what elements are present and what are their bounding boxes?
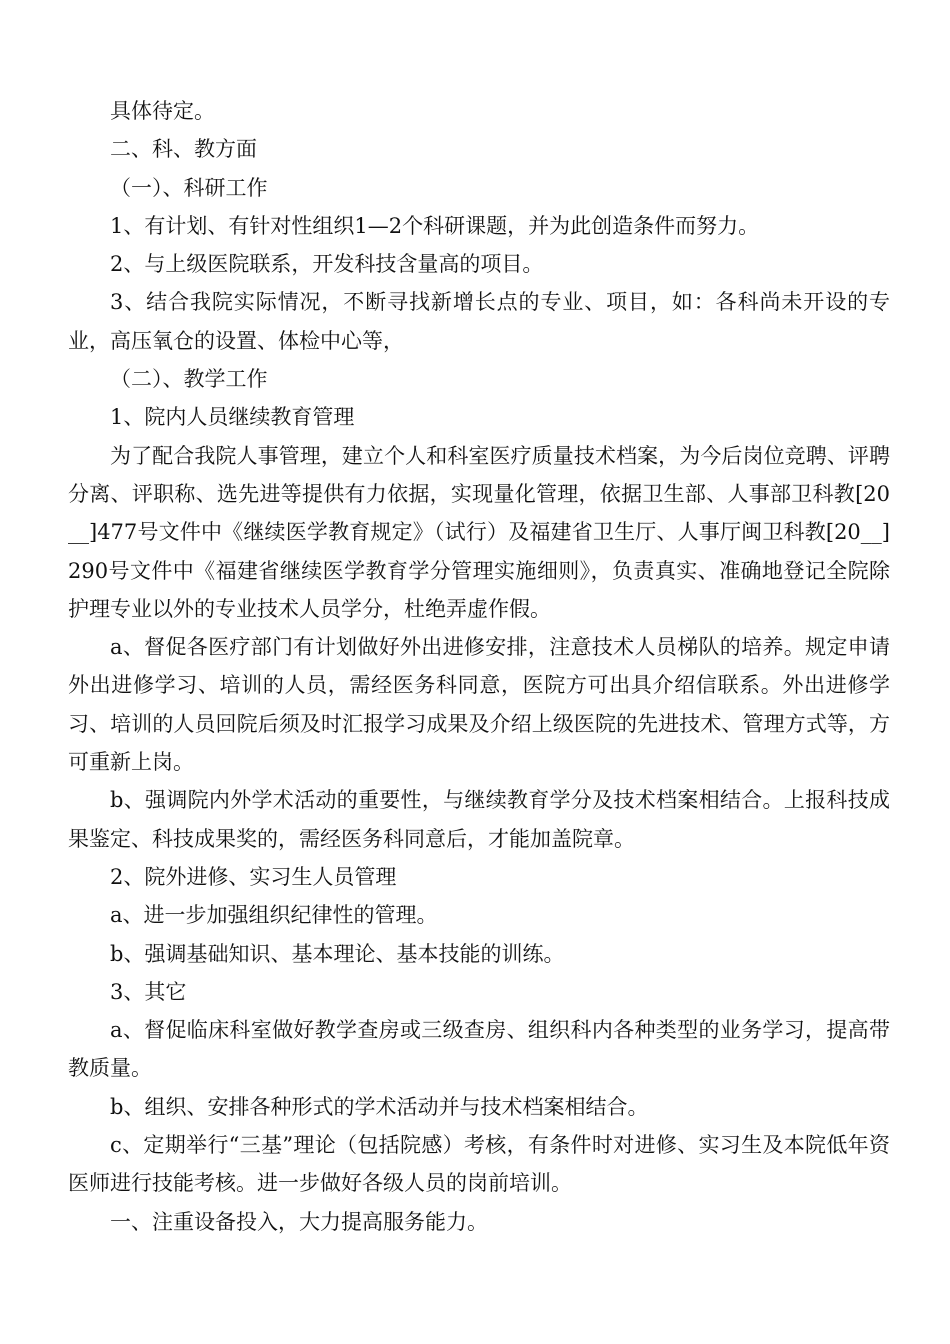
teaching-item-2-a: a、进一步加强组织纪律性的管理。 — [110, 903, 438, 928]
paragraph-1: 具体待定。 — [110, 99, 215, 123]
teaching-item-2-b: b、强调基础知识、基本理论、基本技能的训练。 — [110, 941, 565, 966]
document-page — [68, 92, 890, 1241]
section-heading-science-education: 二、科、教方面 — [110, 137, 257, 162]
research-item-2: 2、与上级医院联系，开发科技含量高的项目。 — [110, 252, 544, 277]
subsection-heading-research: （一）、科研工作 — [110, 175, 268, 200]
research-item-3: 3、结合我院实际情况，不断寻找新增长点的专业、项目，如：各科尚未开设的专业，高压氧仓的设置、体检中心等， — [68, 290, 890, 353]
teaching-item-1-b: b、强调院内外学术活动的重要性，与继续教育学分及技术档案相结合。上报科技成果鉴定、科技成果奖的，需经医务科同意后，才能加盖院章。 — [68, 788, 890, 851]
teaching-item-1-heading: 1、院内人员继续教育管理 — [110, 405, 355, 430]
teaching-item-3-c: c、定期举行“三基”理论（包括院感）考核，有条件时对进修、实习生及本院低年资医师进行技能考核。进一步做好各级人员的岗前培训。 — [68, 1133, 890, 1196]
teaching-item-2-heading: 2、院外进修、实习生人员管理 — [110, 864, 397, 889]
section-heading-equipment: 一、注重设备投入，大力提高服务能力。 — [110, 1209, 488, 1234]
teaching-item-3-a: a、督促临床科室做好教学查房或三级查房、组织科内各种类型的业务学习，提高带教质量。 — [68, 1018, 890, 1081]
research-item-1: 1、有计划、有针对性组织1—2个科研课题，并为此创造条件而努力。 — [110, 213, 760, 238]
teaching-item-3-heading: 3、其它 — [110, 979, 187, 1004]
teaching-item-3-b: b、组织、安排各种形式的学术活动并与技术档案相结合。 — [110, 1094, 649, 1119]
teaching-item-1-a: a、督促各医疗部门有计划做好外出进修安排，注意技术人员梯队的培养。规定申请外出进修学习、培训的人员，需经医务科同意，医院方可出具介绍信联系。外出进修学习、培训的人员回院后须及时汇报学习成果及介绍上级医院的先进技术、管理方式等，方可重新上岗。 — [68, 635, 890, 775]
subsection-heading-teaching: （二）、教学工作 — [110, 367, 268, 392]
teaching-item-1-body: 为了配合我院人事管理，建立个人和科室医疗质量技术档案，为今后岗位竞聘、评聘分离、评职称、选先进等提供有力依据，实现量化管理，依据卫生部、人事部卫科教[20__]477号文件中《继续医学教育规定》（试行）及福建省卫生厅、人事厅闽卫科教[20__]290号文件中《福建省继续医学教育学分管理实施细则》，负责真实、准确地登记全院除护理专业以外的专业技术人员学分，杜绝弄虚作假。 — [68, 443, 890, 621]
